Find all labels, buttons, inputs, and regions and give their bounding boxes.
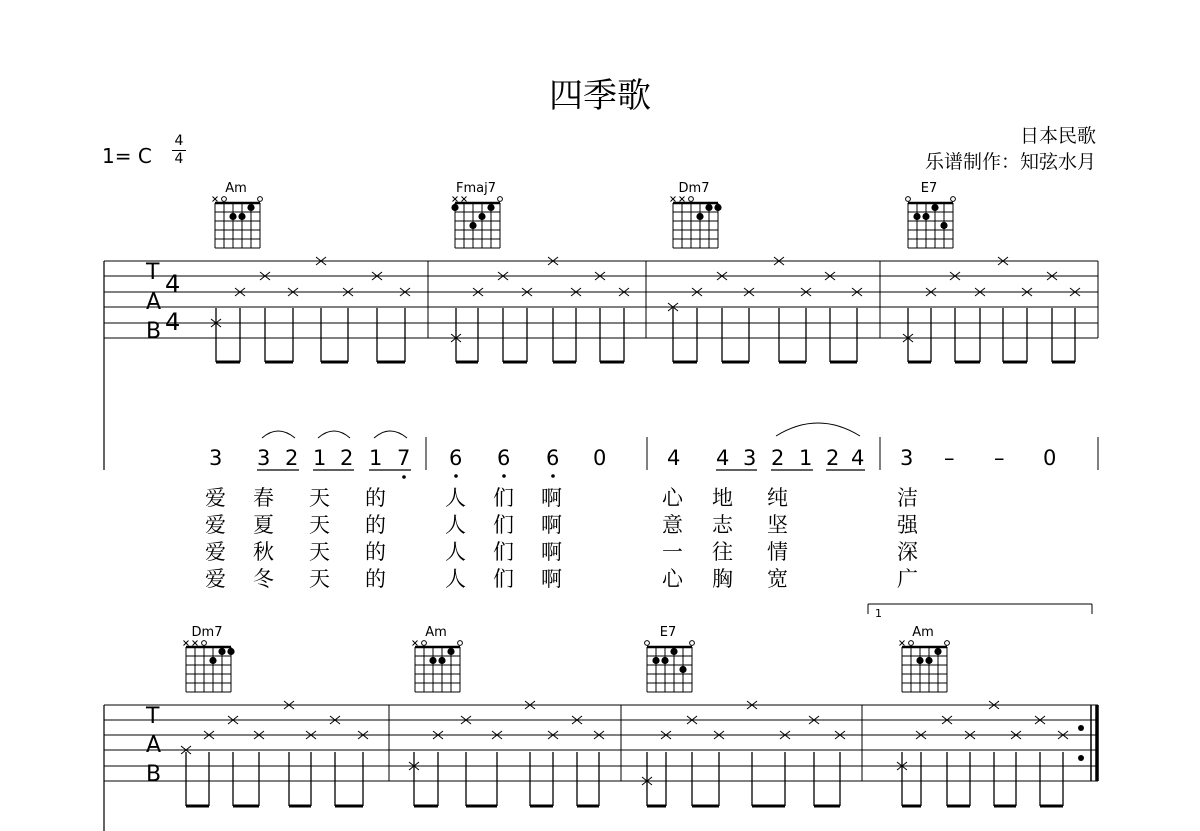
lyric-char: 意 (662, 513, 683, 537)
chord-name: Am (225, 181, 247, 196)
lyric-char: 天 (309, 540, 330, 564)
arranger-credit: 乐谱制作：知弦水月 (924, 151, 1096, 173)
lyric-char: 夏 (253, 513, 274, 537)
lyric-char: 的 (365, 567, 386, 591)
lyric-char: 们 (493, 513, 514, 537)
note: 0 (593, 446, 607, 470)
tab-letter-b: B (146, 319, 162, 344)
lyric-char: 爱 (205, 486, 226, 510)
note: – (994, 446, 1005, 470)
lyric-char: 啊 (541, 540, 562, 564)
time-signature-top: 4 (174, 133, 184, 149)
note: 2 (340, 446, 354, 470)
lyric-char: 地 (712, 486, 733, 510)
tab-time-bottom: 4 (165, 308, 181, 336)
note: 3 (743, 446, 757, 470)
lyric-char: 的 (365, 486, 386, 510)
lyric-char: 们 (493, 540, 514, 564)
lyric-char: 坚 (767, 513, 788, 537)
note: 1 (313, 446, 327, 470)
lyric-char: 春 (253, 486, 274, 510)
note: – (944, 446, 955, 470)
lyric-char: 们 (493, 486, 514, 510)
note: 2 (285, 446, 299, 470)
lyric-char: 一 (662, 540, 683, 564)
note: 6 (546, 446, 560, 470)
note: 3 (257, 446, 271, 470)
tab-staff-1 (104, 257, 1098, 470)
lyric-char: 心 (662, 567, 683, 591)
lyric-char: 人 (445, 540, 466, 564)
lyric-char: 人 (445, 513, 466, 537)
lyric-char: 爱 (205, 513, 226, 537)
tab-time-top: 4 (165, 270, 181, 298)
lyric-char: 胸 (712, 567, 733, 591)
lyric-char: 人 (445, 486, 466, 510)
lyric-char: 天 (309, 513, 330, 537)
lyric-char: 洁 (897, 486, 918, 510)
song-origin: 日本民歌 (1019, 125, 1096, 147)
note: 4 (851, 446, 865, 470)
chord-name: Am (425, 625, 447, 640)
note: 2 (826, 446, 840, 470)
lyric-char: 心 (662, 486, 683, 510)
tab-letter-t: T (146, 260, 160, 285)
note: 3 (900, 446, 914, 470)
score-title: 四季歌 (549, 76, 651, 116)
lyric-char: 情 (767, 540, 788, 564)
chord-name: E7 (920, 181, 938, 196)
chord-name: Dm7 (191, 625, 223, 640)
key-signature: 1= C (102, 144, 152, 168)
lyric-char: 爱 (205, 567, 226, 591)
numbered-notation (209, 423, 1098, 479)
chord-name: Dm7 (678, 181, 710, 196)
tab-letter-b: B (146, 762, 162, 787)
note: 1 (799, 446, 813, 470)
chord-name: E7 (659, 625, 677, 640)
lyric-char: 啊 (541, 486, 562, 510)
note: 2 (771, 446, 785, 470)
lyric-char: 的 (365, 513, 386, 537)
lyric-char: 啊 (541, 513, 562, 537)
lyric-char: 啊 (541, 567, 562, 591)
tab-letter-a: A (146, 290, 162, 315)
lyric-char: 们 (493, 567, 514, 591)
chord-name: Am (912, 625, 934, 640)
lyric-char: 志 (712, 513, 733, 537)
lyrics-block (205, 486, 919, 591)
tab-letter-t: T (146, 704, 160, 729)
lyric-char: 人 (445, 567, 466, 591)
lyric-char: 深 (897, 540, 918, 564)
lyric-char: 广 (897, 567, 918, 591)
note: 1 (369, 446, 383, 470)
note: 7 (397, 446, 411, 470)
note: 3 (209, 446, 223, 470)
lyric-char: 秋 (253, 540, 274, 564)
time-signature-bottom: 4 (174, 151, 184, 167)
lyric-char: 宽 (767, 567, 788, 591)
note: 4 (716, 446, 730, 470)
lyric-char: 往 (712, 540, 733, 564)
lyric-char: 天 (309, 486, 330, 510)
lyric-char: 的 (365, 540, 386, 564)
tab-letter-a: A (146, 733, 162, 758)
tab-staff-2 (104, 604, 1098, 831)
lyric-char: 爱 (205, 540, 226, 564)
note: 4 (667, 446, 681, 470)
lyric-char: 纯 (767, 486, 788, 510)
note: 0 (1043, 446, 1057, 470)
note: 6 (497, 446, 511, 470)
chord-name: Fmaj7 (456, 181, 496, 196)
note: 6 (449, 446, 463, 470)
lyric-char: 强 (897, 513, 918, 537)
volta-number: 1 (875, 607, 882, 620)
lyric-char: 天 (309, 567, 330, 591)
lyric-char: 冬 (253, 567, 274, 591)
